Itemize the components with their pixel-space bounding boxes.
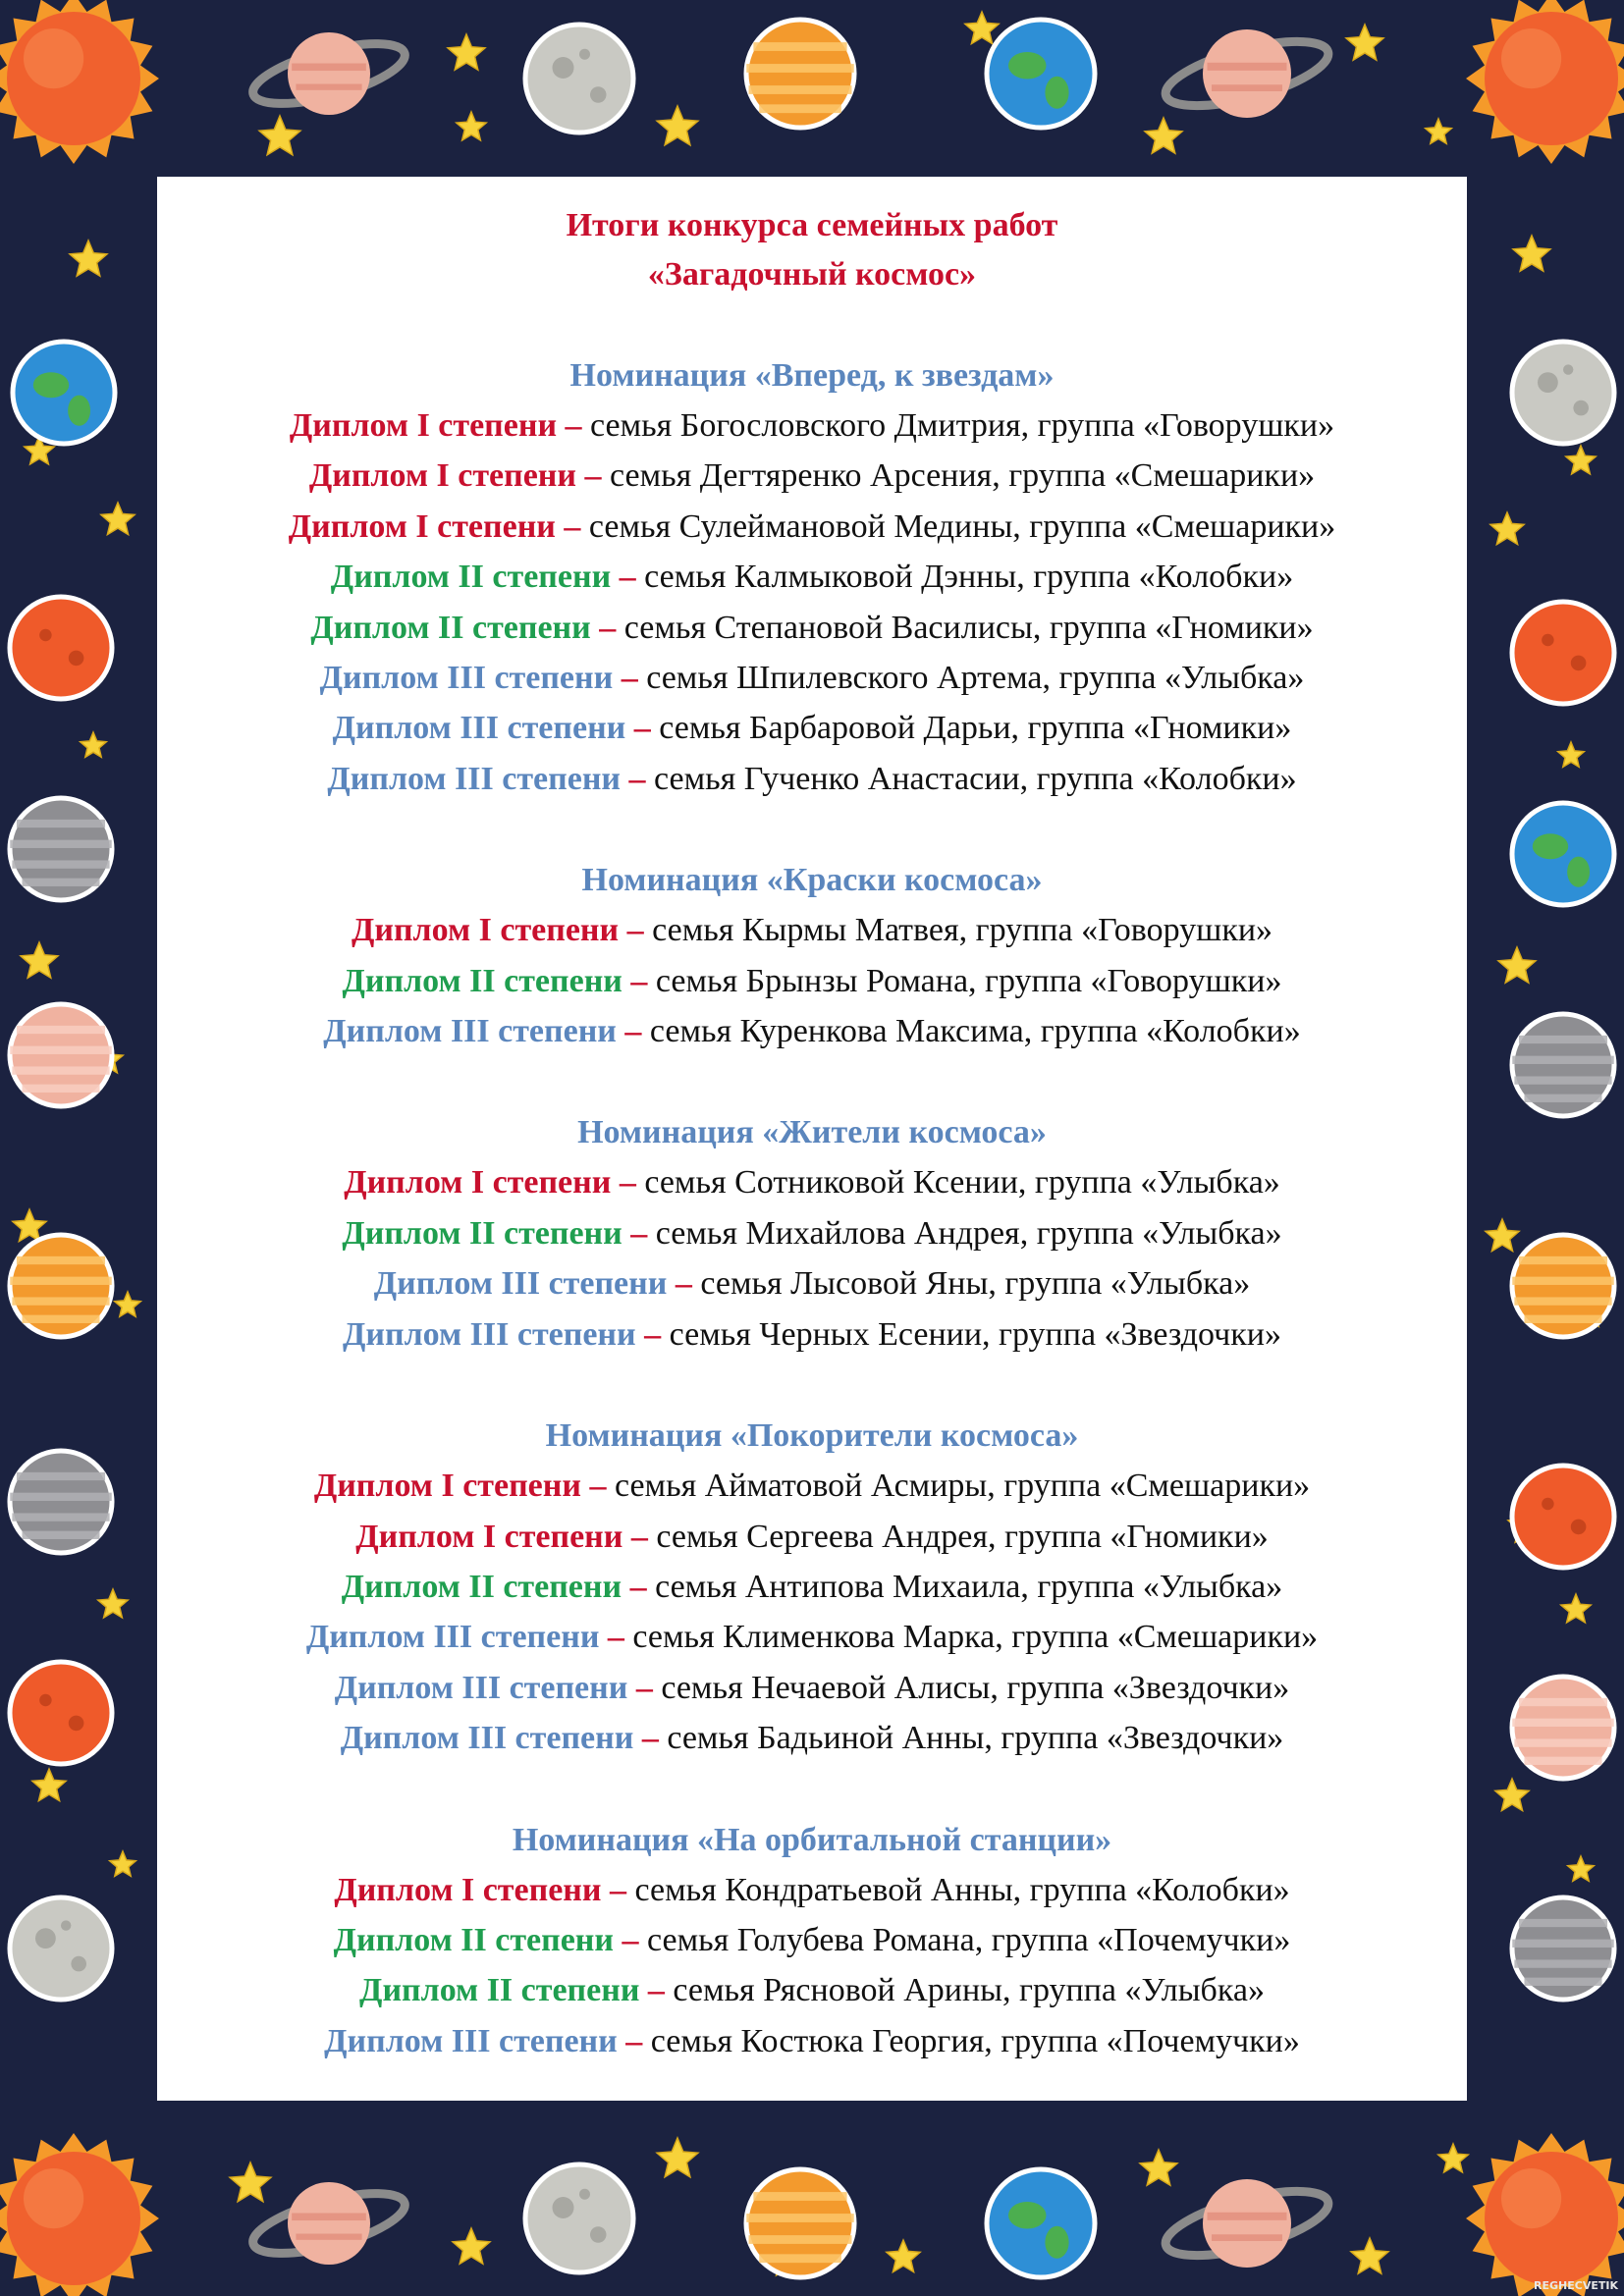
diploma-label: Диплом III степени <box>343 1315 636 1353</box>
dash-separator: – <box>629 1568 647 1605</box>
star-icon <box>1346 25 1383 60</box>
diploma-label: Диплом II степени <box>333 1921 614 1958</box>
diploma-label: Диплом III степени <box>324 2022 618 2059</box>
moon-icon <box>1512 342 1614 444</box>
award-recipient: семья Нечаевой Алисы, группа «Звездочки» <box>661 1669 1290 1706</box>
jupiter-icon <box>746 2169 854 2277</box>
nomination-heading: Номинация «Краски космоса» <box>581 862 1043 899</box>
sun-icon <box>0 2133 159 2296</box>
dash-separator: – <box>626 912 644 949</box>
dash-separator: – <box>564 507 581 545</box>
dash-separator: – <box>633 710 651 747</box>
award-recipient: семья Лысовой Яны, группа «Улыбка» <box>700 1265 1251 1303</box>
dash-separator: – <box>589 1468 607 1505</box>
dash-separator: – <box>624 1013 642 1050</box>
star-icon <box>1490 512 1524 545</box>
earth-icon <box>13 342 115 444</box>
mars-icon <box>1512 1466 1614 1568</box>
star-icon <box>259 116 300 155</box>
star-icon <box>101 503 135 535</box>
star-icon <box>1561 1594 1591 1623</box>
diploma-label: Диплом III степени <box>323 1013 617 1050</box>
dash-separator: – <box>621 660 638 697</box>
dash-separator: – <box>584 457 602 495</box>
dash-separator: – <box>599 609 617 646</box>
dash-separator: – <box>647 1972 665 2009</box>
award-entry <box>157 552 1467 602</box>
award-recipient: семья Сулеймановой Медины, группа «Смешарики» <box>588 507 1336 545</box>
document-body <box>157 201 1467 2066</box>
diploma-label: Диплом II степени <box>310 609 591 646</box>
nomination-section <box>157 1107 1467 1360</box>
dash-separator: – <box>675 1265 692 1303</box>
award-entry <box>157 905 1467 955</box>
nomination-heading: Номинация «На орбитальной станции» <box>512 1821 1112 1858</box>
award-recipient: семья Барбаровой Дарьи, группа «Гномики» <box>659 710 1292 747</box>
dash-separator: – <box>619 1164 636 1201</box>
award-recipient: семья Сотниковой Ксении, группа «Улыбка» <box>644 1164 1280 1201</box>
award-recipient: семья Кондратьевой Анны, группа «Колобки» <box>634 1871 1290 1908</box>
jupiter-icon <box>10 1235 112 1337</box>
award-recipient: семья Сергеева Андрея, группа «Гномики» <box>656 1518 1269 1555</box>
star-icon <box>115 1292 141 1316</box>
award-entry <box>157 653 1467 703</box>
dash-separator: – <box>630 1518 648 1555</box>
award-entry <box>157 1865 1467 1915</box>
award-recipient: семья Костюка Георгия, группа «Почемучки» <box>650 2022 1300 2059</box>
award-recipient: семья Антипова Михаила, группа «Улыбка» <box>655 1568 1283 1605</box>
saturn-icon <box>1160 2178 1334 2269</box>
award-entry <box>157 1258 1467 1308</box>
star-icon <box>1495 1779 1529 1811</box>
diploma-label: Диплом II степени <box>359 1972 640 2009</box>
award-entry <box>157 1309 1467 1360</box>
jupiter-icon <box>10 1004 112 1106</box>
award-recipient: семья Калмыковой Дэнны, группа «Колобки» <box>644 559 1294 596</box>
mars-icon <box>10 1662 112 1764</box>
award-entry <box>157 1157 1467 1207</box>
award-recipient: семья Степановой Василисы, группа «Гномики» <box>623 609 1314 646</box>
mercury-icon <box>1512 1014 1614 1116</box>
dash-separator: – <box>635 1669 653 1706</box>
star-icon <box>1486 1219 1519 1252</box>
dash-separator: – <box>630 1214 648 1252</box>
award-recipient: семья Голубева Романа, группа «Почемучки» <box>646 1921 1291 1958</box>
star-icon <box>1498 947 1536 983</box>
dash-separator: – <box>619 559 636 596</box>
mercury-icon <box>1512 1897 1614 2000</box>
nomination-section <box>157 350 1467 804</box>
document-title-line-1: Итоги конкурса семейных работ <box>566 207 1058 243</box>
saturn-icon <box>247 31 410 116</box>
award-entry <box>157 603 1467 653</box>
award-recipient: семья Рясновой Арины, группа «Улыбка» <box>673 1972 1265 2009</box>
dash-separator: – <box>607 1619 624 1656</box>
star-icon <box>1145 118 1182 153</box>
star-icon <box>32 1769 66 1801</box>
sun-icon <box>1466 2133 1624 2296</box>
dash-separator: – <box>625 2022 643 2059</box>
star-icon <box>81 732 107 757</box>
star-icon <box>1566 446 1596 474</box>
moon-icon <box>525 2164 633 2272</box>
star-icon <box>453 2228 490 2264</box>
diploma-label: Диплом I степени <box>288 507 556 545</box>
moon-icon <box>10 1897 112 2000</box>
sun-icon <box>0 0 159 164</box>
dash-separator: – <box>630 962 648 999</box>
saturn-icon <box>1160 28 1334 119</box>
diploma-label: Диплом III степени <box>305 1619 600 1656</box>
star-icon <box>1568 1856 1595 1881</box>
moon-icon <box>525 25 633 133</box>
award-entry <box>157 1512 1467 1562</box>
earth-icon <box>987 2169 1095 2277</box>
award-entry <box>157 1663 1467 1713</box>
award-entry <box>157 1965 1467 2015</box>
diploma-label: Диплом I степени <box>355 1518 623 1555</box>
award-entry <box>157 703 1467 753</box>
award-recipient: семья Бадьиной Анны, группа «Звездочки» <box>667 1720 1284 1757</box>
star-icon <box>110 1851 136 1876</box>
award-entry <box>157 451 1467 501</box>
award-entry <box>157 1006 1467 1056</box>
award-recipient: семья Дегтяренко Арсения, группа «Смешарики» <box>609 457 1316 495</box>
star-icon <box>448 34 485 70</box>
dash-separator: – <box>622 1921 639 1958</box>
award-recipient: семья Куренкова Максима, группа «Колобки» <box>649 1013 1301 1050</box>
diploma-label: Диплом II степени <box>330 559 612 596</box>
award-entry <box>157 1562 1467 1612</box>
dash-separator: – <box>609 1871 626 1908</box>
diploma-label: Диплом III степени <box>334 1669 628 1706</box>
document-title-line-2: «Загадочный космос» <box>647 256 977 293</box>
diploma-label: Диплом III степени <box>340 1720 634 1757</box>
award-recipient: семья Михайлова Андрея, группа «Улыбка» <box>655 1214 1282 1252</box>
star-icon <box>457 112 486 140</box>
mercury-icon <box>10 798 112 900</box>
award-recipient: семья Шпилевского Артема, группа «Улыбка» <box>646 660 1305 697</box>
dash-separator: – <box>644 1315 662 1353</box>
star-icon <box>887 2240 920 2272</box>
star-icon <box>657 2138 698 2177</box>
award-recipient: семья Брынзы Романа, группа «Говорушки» <box>655 962 1282 999</box>
diploma-label: Диплом I степени <box>308 457 576 495</box>
star-icon <box>230 2163 271 2202</box>
award-recipient: семья Клименкова Марка, группа «Смешарики» <box>632 1619 1319 1656</box>
star-icon <box>70 240 107 276</box>
saturn-icon <box>247 2181 410 2266</box>
star-icon <box>1438 2144 1468 2172</box>
award-recipient: семья Кырмы Матвея, группа «Говорушки» <box>652 912 1273 949</box>
dash-separator: – <box>641 1720 659 1757</box>
diploma-label: Диплом I степени <box>344 1164 612 1201</box>
nomination-section <box>157 1815 1467 2067</box>
diploma-label: Диплом I степени <box>289 407 558 444</box>
diploma-label: Диплом I степени <box>334 1871 602 1908</box>
diploma-label: Диплом II степени <box>341 1568 623 1605</box>
diploma-label: Диплом I степени <box>313 1468 581 1505</box>
nomination-heading: Номинация «Жители космоса» <box>577 1114 1047 1151</box>
star-icon <box>965 12 999 44</box>
diploma-label: Диплом I степени <box>351 912 620 949</box>
diploma-label: Диплом III степени <box>332 710 626 747</box>
diploma-label: Диплом III степени <box>319 660 614 697</box>
star-icon <box>1513 236 1550 271</box>
award-entry <box>157 502 1467 552</box>
star-icon <box>98 1589 128 1618</box>
jupiter-icon <box>1512 1677 1614 1779</box>
star-icon <box>657 106 698 145</box>
award-entry <box>157 400 1467 451</box>
diploma-label: Диплом III степени <box>373 1265 668 1303</box>
earth-icon <box>987 20 1095 128</box>
award-recipient: семья Гученко Анастасии, группа «Колобки» <box>654 760 1297 797</box>
sun-icon <box>1466 0 1624 164</box>
star-icon <box>21 942 58 978</box>
star-icon <box>1351 2238 1388 2273</box>
dash-separator: – <box>628 760 646 797</box>
jupiter-icon <box>1512 1235 1614 1337</box>
diploma-label: Диплом III степени <box>327 760 622 797</box>
nomination-section <box>157 855 1467 1056</box>
award-recipient: семья Черных Есении, группа «Звездочки» <box>669 1315 1281 1353</box>
star-icon <box>1558 742 1585 767</box>
award-entry <box>157 956 1467 1006</box>
nomination-heading: Номинация «Вперед, к звездам» <box>569 357 1055 394</box>
dash-separator: – <box>565 407 582 444</box>
nomination-sections <box>157 350 1467 2066</box>
mars-icon <box>1512 602 1614 704</box>
award-entry <box>157 1915 1467 1965</box>
nomination-section <box>157 1411 1467 1763</box>
watermark: REGHECVETIK <box>1534 2279 1618 2292</box>
earth-icon <box>1512 803 1614 905</box>
award-entry <box>157 754 1467 804</box>
mercury-icon <box>10 1451 112 1553</box>
award-entry <box>157 1461 1467 1511</box>
mars-icon <box>10 597 112 699</box>
nomination-heading: Номинация «Покорители космоса» <box>545 1417 1079 1455</box>
star-icon <box>1426 119 1452 143</box>
diploma-label: Диплом II степени <box>342 1214 623 1252</box>
diploma-label: Диплом II степени <box>342 962 623 999</box>
award-entry <box>157 1208 1467 1258</box>
award-entry <box>157 2016 1467 2066</box>
award-entry <box>157 1713 1467 1763</box>
award-recipient: семья Богословского Дмитрия, группа «Говорушки» <box>590 407 1335 444</box>
star-icon <box>1140 2150 1177 2185</box>
jupiter-icon <box>746 20 854 128</box>
award-recipient: семья Айматовой Асмиры, группа «Смешарики» <box>614 1468 1311 1505</box>
award-entry <box>157 1612 1467 1662</box>
